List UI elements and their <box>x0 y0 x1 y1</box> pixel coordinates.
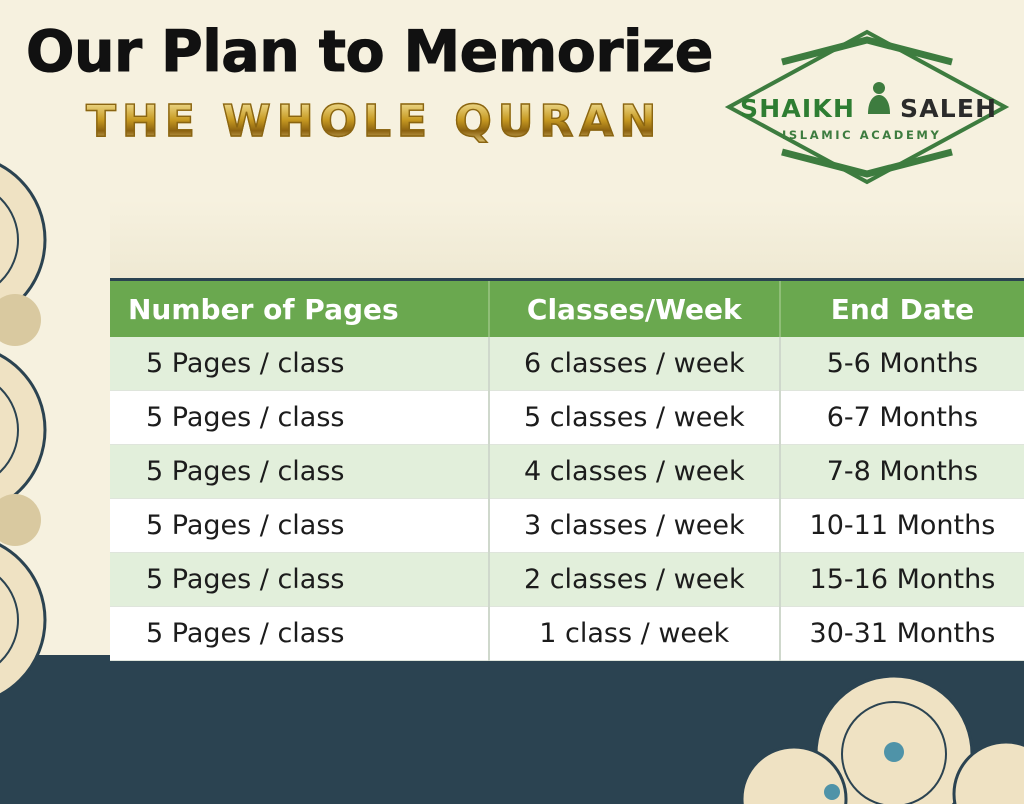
praying-person-icon <box>862 80 896 120</box>
table-row <box>110 553 1024 607</box>
column-header-end-date: End Date <box>780 281 1024 337</box>
cell-pages: 5 Pages / class <box>110 391 489 445</box>
cell-pages: 5 Pages / class <box>110 499 489 553</box>
memorization-plan-table <box>110 281 1024 661</box>
table-row <box>110 337 1024 391</box>
cell-classes: 4 classes / week <box>489 445 780 499</box>
cell-pages: 5 Pages / class <box>110 553 489 607</box>
logo-name-right: SALEH <box>900 94 998 123</box>
column-header-classes: Classes/Week <box>489 281 780 337</box>
cell-classes: 6 classes / week <box>489 337 780 391</box>
cell-pages: 5 Pages / class <box>110 337 489 391</box>
cell-end-date: 6-7 Months <box>780 391 1024 445</box>
table-header-row <box>110 281 1024 337</box>
table-row <box>110 391 1024 445</box>
brand-logo <box>722 22 1012 192</box>
cell-classes: 2 classes / week <box>489 553 780 607</box>
logo-name-left: SHAIKH <box>740 94 856 123</box>
cell-end-date: 5-6 Months <box>780 337 1024 391</box>
column-header-pages: Number of Pages <box>110 281 489 337</box>
logo-academy-label: ISLAMIC ACADEMY <box>782 128 942 142</box>
cell-end-date: 7-8 Months <box>780 445 1024 499</box>
table-row <box>110 607 1024 661</box>
cell-end-date: 15-16 Months <box>780 553 1024 607</box>
cell-pages: 5 Pages / class <box>110 445 489 499</box>
cell-classes: 5 classes / week <box>489 391 780 445</box>
cell-classes: 3 classes / week <box>489 499 780 553</box>
page-subtitle: THE WHOLE QURAN <box>86 96 663 147</box>
table-row <box>110 499 1024 553</box>
cell-end-date: 10-11 Months <box>780 499 1024 553</box>
cell-end-date: 30-31 Months <box>780 607 1024 661</box>
cell-classes: 1 class / week <box>489 607 780 661</box>
table-row <box>110 445 1024 499</box>
cell-pages: 5 Pages / class <box>110 607 489 661</box>
page-title: Our Plan to Memorize <box>26 19 713 85</box>
poster-header <box>0 0 1024 275</box>
